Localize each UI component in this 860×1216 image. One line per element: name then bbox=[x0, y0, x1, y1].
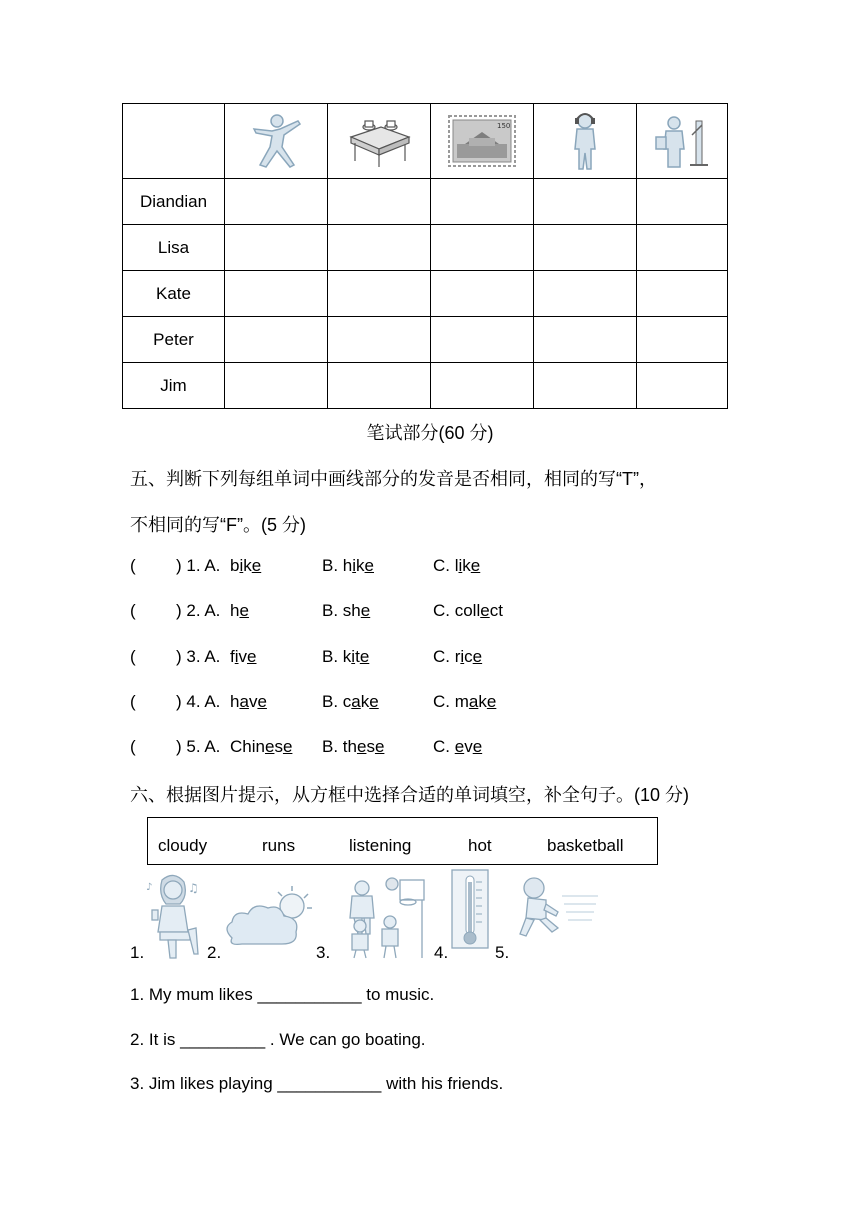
cloud-sun-icon bbox=[222, 882, 314, 952]
paren-open: ( bbox=[130, 601, 136, 620]
answer-cell[interactable] bbox=[225, 363, 328, 409]
answer-cell[interactable] bbox=[431, 271, 534, 317]
picture-number: 2. bbox=[207, 943, 222, 962]
option-c-word: C. rice bbox=[433, 647, 483, 666]
question-number: ) 1. A. bbox=[176, 556, 221, 575]
kungfu-figure-icon bbox=[246, 109, 306, 173]
part5-instruction-line1: 五、判断下列每组单词中画线部分的发音是否相同，相同的写“T”， bbox=[130, 469, 657, 489]
name-cell: Jim bbox=[123, 363, 225, 409]
header-chess-cell bbox=[328, 104, 431, 179]
header-stamp-cell bbox=[431, 104, 534, 179]
option-c-word: C. collect bbox=[433, 601, 503, 620]
answer-cell[interactable] bbox=[328, 179, 431, 225]
option-b-word: B. hike bbox=[322, 556, 374, 575]
answer-cell[interactable] bbox=[534, 363, 637, 409]
option-a-word: bike bbox=[230, 556, 262, 575]
boy-running-icon bbox=[512, 874, 600, 944]
header-music-cell bbox=[534, 104, 637, 179]
answer-cell[interactable] bbox=[225, 179, 328, 225]
option-a-word: Chinese bbox=[230, 737, 293, 756]
answer-cell[interactable] bbox=[328, 225, 431, 271]
thermometer-icon bbox=[450, 868, 492, 952]
option-c-word: C. like bbox=[433, 556, 481, 575]
answer-cell[interactable] bbox=[637, 317, 728, 363]
answer-cell[interactable] bbox=[328, 271, 431, 317]
option-a-word: five bbox=[230, 647, 257, 666]
word-bank-item: cloudy bbox=[158, 836, 208, 855]
word-bank-item: runs bbox=[262, 836, 296, 855]
answer-cell[interactable] bbox=[431, 363, 534, 409]
question-number: ) 3. A. bbox=[176, 647, 221, 666]
answer-cell[interactable] bbox=[431, 225, 534, 271]
sentence-2: 2. It is _________ . We can go boating. bbox=[130, 1030, 426, 1049]
question-number: ) 4. A. bbox=[176, 692, 221, 711]
option-b-word: B. kite bbox=[322, 647, 370, 666]
picture-number: 5. bbox=[495, 943, 510, 962]
svg-text:♫: ♫ bbox=[188, 881, 199, 895]
option-a-word: he bbox=[230, 601, 249, 620]
option-a-word: have bbox=[230, 692, 267, 711]
answer-cell[interactable] bbox=[637, 225, 728, 271]
option-c-word: C. make bbox=[433, 692, 497, 711]
answer-cell[interactable] bbox=[637, 179, 728, 225]
answer-cell[interactable] bbox=[225, 271, 328, 317]
stamp-icon bbox=[447, 114, 517, 168]
hobbies-table bbox=[122, 103, 728, 409]
word-bank-item: basketball bbox=[547, 836, 624, 855]
answer-cell[interactable] bbox=[328, 363, 431, 409]
answer-cell[interactable] bbox=[534, 225, 637, 271]
header-blank-cell bbox=[123, 104, 225, 179]
name-cell: Lisa bbox=[123, 225, 225, 271]
answer-cell[interactable] bbox=[534, 271, 637, 317]
word-bank-item: hot bbox=[468, 836, 492, 855]
word-bank-item: listening bbox=[349, 836, 412, 855]
header-robot-cell bbox=[637, 104, 728, 179]
part6-instruction: 六、根据图片提示，从方框中选择合适的单词填空，补全句子。(10 分) bbox=[130, 785, 690, 805]
part5-instruction-line2: 不相同的写“F”。(5 分) bbox=[130, 515, 306, 535]
paren-open: ( bbox=[130, 556, 136, 575]
girl-listening-music-icon bbox=[140, 870, 210, 962]
svg-text:♪: ♪ bbox=[146, 882, 153, 893]
name-cell: Diandian bbox=[123, 179, 225, 225]
answer-cell[interactable] bbox=[431, 179, 534, 225]
picture-number: 3. bbox=[316, 943, 331, 962]
answer-cell[interactable] bbox=[534, 317, 637, 363]
answer-cell[interactable] bbox=[637, 363, 728, 409]
header-kungfu-cell bbox=[225, 104, 328, 179]
robot-builder-icon bbox=[652, 111, 712, 171]
option-b-word: B. cake bbox=[322, 692, 379, 711]
answer-cell[interactable] bbox=[534, 179, 637, 225]
paren-open: ( bbox=[130, 647, 136, 666]
name-cell: Peter bbox=[123, 317, 225, 363]
answer-cell[interactable] bbox=[637, 271, 728, 317]
name-cell: Kate bbox=[123, 271, 225, 317]
answer-cell[interactable] bbox=[328, 317, 431, 363]
option-b-word: B. she bbox=[322, 601, 371, 620]
sentence-1: 1. My mum likes ___________ to music. bbox=[130, 985, 435, 1004]
sentence-3: 3. Jim likes playing ___________ with his friends. bbox=[130, 1074, 504, 1093]
picture-number: 1. bbox=[130, 943, 145, 962]
paren-open: ( bbox=[130, 737, 136, 756]
option-b-word: B. these bbox=[322, 737, 385, 756]
option-c-word: C. eve bbox=[433, 737, 483, 756]
paren-open: ( bbox=[130, 692, 136, 711]
answer-cell[interactable] bbox=[225, 225, 328, 271]
picture-number: 4. bbox=[434, 943, 449, 962]
music-listener-icon bbox=[565, 109, 605, 173]
kids-basketball-icon bbox=[338, 874, 430, 960]
section-title: 笔试部分(60 分) bbox=[366, 423, 494, 443]
svg-text:150: 150 bbox=[497, 122, 511, 130]
chess-board-icon bbox=[343, 113, 415, 169]
answer-cell[interactable] bbox=[225, 317, 328, 363]
question-number: ) 5. A. bbox=[176, 737, 221, 756]
answer-cell[interactable] bbox=[431, 317, 534, 363]
question-number: ) 2. A. bbox=[176, 601, 221, 620]
